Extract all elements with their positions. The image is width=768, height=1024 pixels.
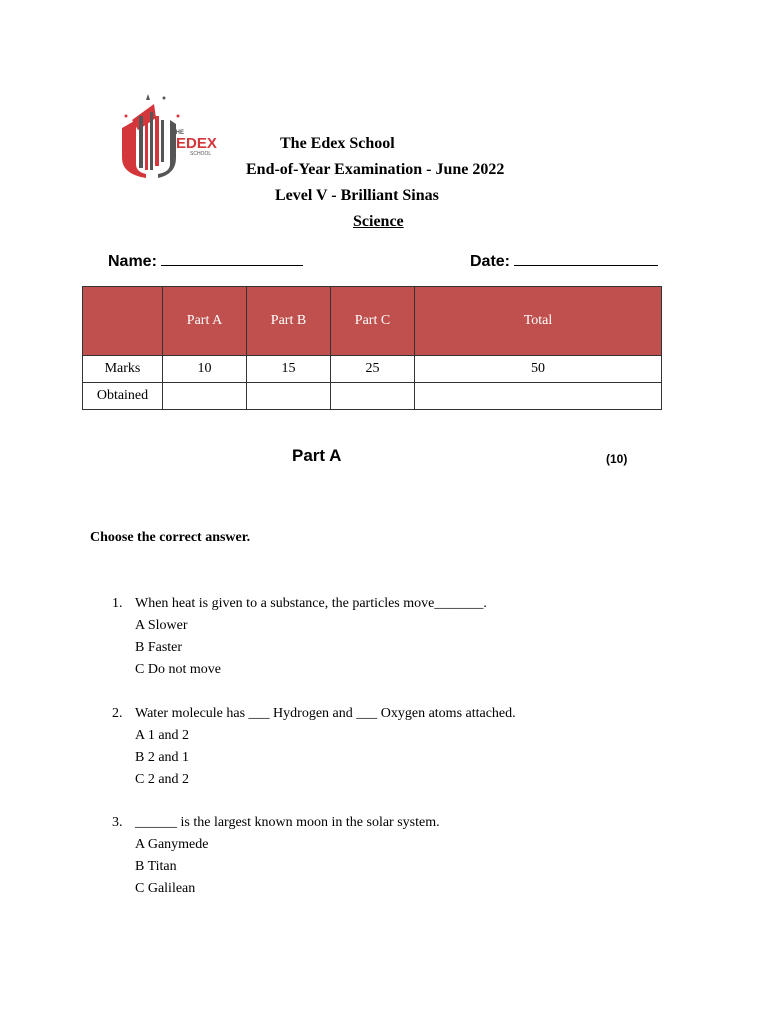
table-cell: Obtained: [83, 383, 163, 410]
section-title: Part A: [292, 446, 342, 465]
question-number: 2.: [112, 706, 123, 721]
option[interactable]: C Do not move: [135, 662, 221, 677]
school-logo: [112, 94, 222, 178]
instruction-text: Choose the correct answer.: [90, 530, 251, 545]
svg-text:EDEX: EDEX: [176, 135, 217, 152]
question-text: ______ is the largest known moon in the solar system.: [135, 815, 440, 830]
table-header-row: [83, 287, 662, 356]
table-header-cell: Part C: [331, 287, 415, 356]
table-row-obtained: [83, 383, 662, 410]
table-cell: Marks: [83, 356, 163, 383]
option[interactable]: B Faster: [135, 640, 183, 655]
date-blank-line[interactable]: [514, 251, 658, 266]
table-header-cell: Total: [415, 287, 662, 356]
exam-title: End-of-Year Examination - June 2022: [246, 161, 505, 178]
date-field[interactable]: [470, 251, 658, 271]
name-field[interactable]: [108, 251, 303, 271]
table-header-cell: Part B: [247, 287, 331, 356]
option[interactable]: B 2 and 1: [135, 750, 190, 765]
question-1: [112, 593, 487, 681]
svg-text:THE: THE: [172, 130, 184, 136]
question-2: [112, 703, 516, 791]
table-cell: 15: [247, 356, 331, 383]
option[interactable]: B Titan: [135, 859, 177, 874]
question-number: 3.: [112, 815, 123, 830]
obtained-input-cell[interactable]: [331, 383, 415, 410]
obtained-input-cell[interactable]: [415, 383, 662, 410]
name-blank-line[interactable]: [161, 251, 303, 266]
level-title: Level V - Brilliant Sinas: [275, 187, 439, 204]
option[interactable]: A Slower: [135, 618, 188, 633]
question-number: 1.: [112, 596, 123, 611]
question-3: [112, 812, 440, 900]
table-header-cell: [83, 287, 163, 356]
marks-table: [82, 286, 662, 410]
table-cell: 25: [331, 356, 415, 383]
obtained-input-cell[interactable]: [247, 383, 331, 410]
section-marks: (10): [606, 452, 628, 466]
option[interactable]: C Galilean: [135, 881, 196, 896]
name-label: Name:: [108, 253, 157, 270]
option[interactable]: A Ganymede: [135, 837, 209, 852]
table-row-marks: [83, 356, 662, 383]
table-cell: 10: [163, 356, 247, 383]
question-text: When heat is given to a substance, the particles move_______.: [135, 596, 487, 611]
svg-text:SCHOOL: SCHOOL: [190, 151, 212, 157]
option[interactable]: A 1 and 2: [135, 728, 190, 743]
subject-title: Science: [353, 213, 404, 230]
table-cell: 50: [415, 356, 662, 383]
school-name: The Edex School: [280, 135, 395, 152]
question-text: Water molecule has ___ Hydrogen and ___ Oxygen atoms attached.: [135, 706, 516, 721]
obtained-input-cell[interactable]: [163, 383, 247, 410]
date-label: Date:: [470, 253, 511, 270]
table-header-cell: Part A: [163, 287, 247, 356]
option[interactable]: C 2 and 2: [135, 772, 190, 787]
